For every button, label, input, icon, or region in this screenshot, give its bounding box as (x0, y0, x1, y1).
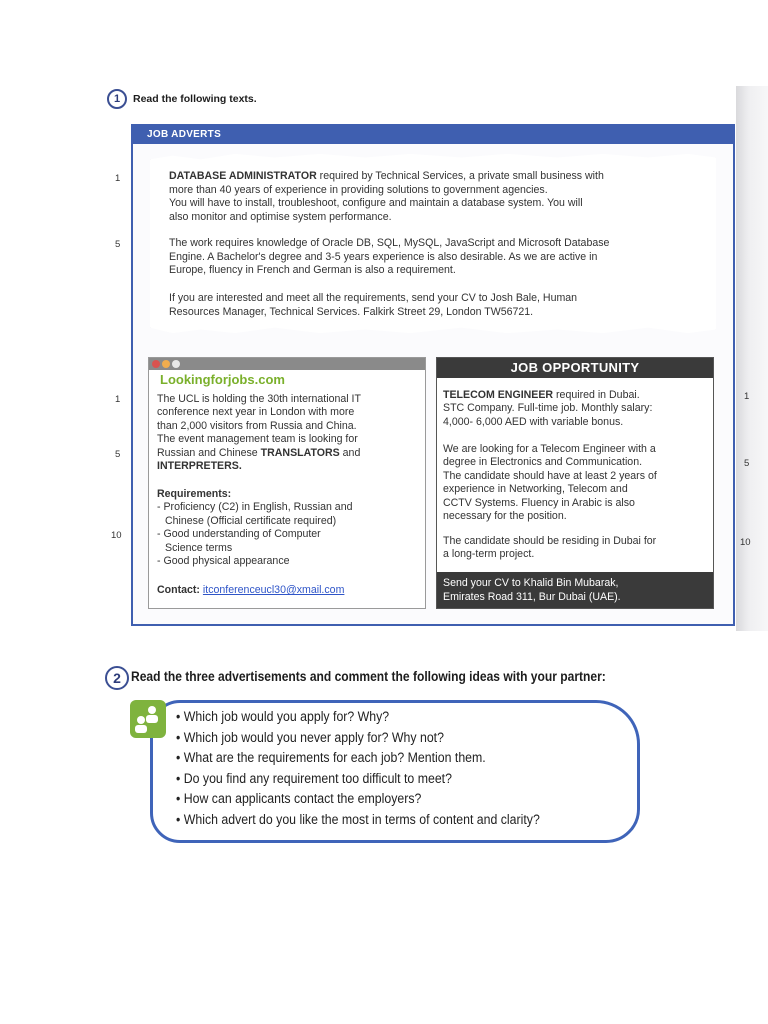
exercise-2-title: Read the three advertisements and comment the following ideas with your partner: (131, 669, 606, 684)
advert-paragraph-2 (169, 237, 709, 278)
browser-title-bar (149, 358, 425, 370)
exercise-1-title: Read the following texts. (133, 93, 257, 105)
contact-email-link[interactable]: itconferenceucl30@xmail.com (202, 584, 345, 596)
line-number: 5 (115, 239, 121, 250)
text-line: If you are interested and meet all the requirements, send your CV to Josh Bale, Human (169, 292, 578, 304)
text-line: The candidate should have at least 2 years of (443, 469, 657, 482)
contact-label: Contact: (157, 584, 200, 596)
text-line: DATABASE ADMINISTRATOR required by Technical Services, a private small business with (169, 170, 604, 182)
question-item: • Which advert do you like the most in terms of content and clarity? (176, 811, 540, 827)
line-number: 1 (115, 173, 121, 184)
text-line: a long-term project. (443, 548, 535, 561)
advert-paragraph-3 (169, 292, 709, 319)
text-line: The work requires knowledge of Oracle DB, SQL, MySQL, JavaScript and Microsoft Database (169, 237, 610, 249)
text-line: also monitor and optimise system performance. (169, 210, 392, 223)
question-item: • Which job would you never apply for? Why not? (176, 729, 444, 745)
site-name: Lookingforjobs.com (160, 372, 285, 387)
telecom-paragraph-3 (443, 535, 707, 562)
page-edge-shadow (736, 86, 768, 631)
text-line: TELECOM ENGINEER required in Dubai. (443, 389, 640, 401)
pair-work-icon-graphic (130, 700, 166, 738)
window-dots-icon (172, 360, 180, 368)
requirement-item: Chinese (Official certificate required) (165, 514, 337, 527)
job-title-database-admin: DATABASE ADMINISTRATOR (169, 170, 317, 182)
text-line: 4,000- 6,000 AED with variable bonus. (443, 415, 624, 428)
requirements-list (157, 488, 419, 568)
text-line: The event management team is looking for (157, 433, 358, 446)
pair-work-icon (130, 700, 166, 738)
job-title-translators: TRANSLATORS (260, 446, 340, 459)
translators-description (157, 393, 419, 473)
requirement-item: - Good understanding of Computer (157, 528, 321, 541)
requirement-item: - Good physical appearance (157, 555, 290, 568)
line-number: 10 (111, 530, 122, 541)
window-dots-icon (162, 360, 170, 368)
telecom-paragraph-1 (443, 389, 707, 429)
telecom-paragraph-2 (443, 443, 707, 523)
text-line: Engine. A Bachelor's degree and 3-5 years experience is also desirable. As we are active in (169, 250, 598, 263)
job-adverts-header-bar (133, 126, 733, 144)
text-line: necessary for the position. (443, 510, 567, 523)
line-number: 1 (115, 394, 121, 405)
telecom-contact-text (443, 576, 707, 604)
exercise-1-number: 1 (107, 89, 127, 109)
text-line: experience in Networking, Telecom and (443, 483, 628, 496)
discussion-questions (176, 707, 540, 831)
text-line: Emirates Road 311, Bur Dubai (UAE). (443, 591, 621, 603)
job-adverts-header: JOB ADVERTS (147, 129, 222, 140)
text-line: than 2,000 visitors from Russia and China. (157, 419, 357, 432)
job-opportunity-header: JOB OPPORTUNITY (437, 358, 713, 378)
text-line: Send your CV to Khalid Bin Mubarak, (443, 577, 619, 589)
text-line: STC Company. Full-time job. Monthly salary: (443, 402, 653, 415)
requirement-item: Science terms (165, 541, 233, 554)
question-item: • What are the requirements for each job? Mention them. (176, 750, 486, 766)
line-number: 5 (115, 449, 121, 460)
text-line: You will have to install, troubleshoot, configure and maintain a database system. You will (169, 197, 583, 210)
text-line: CCTV Systems. Fluency in Arabic is also (443, 496, 635, 509)
job-title-telecom-engineer: TELECOM ENGINEER (443, 389, 554, 401)
question-item: • How can applicants contact the employers? (176, 791, 422, 807)
text-line: Russian and Chinese TRANSLATORS and (157, 446, 361, 459)
exercise-2-number: 2 (105, 666, 129, 690)
requirement-item: - Proficiency (C2) in English, Russian and (157, 501, 353, 514)
text-line: We are looking for a Telecom Engineer with a (443, 443, 656, 455)
line-number: 5 (744, 458, 750, 469)
text-line: conference next year in London with more (157, 406, 355, 419)
text-line: Europe, fluency in French and German is also a requirement. (169, 264, 456, 277)
text-line: The candidate should be residing in Dubai for (443, 535, 657, 547)
text-line: Resources Manager, Technical Services. Falkirk Street 29, London TW56721. (169, 305, 534, 318)
window-dots-icon (152, 360, 160, 368)
contact-line (157, 584, 419, 597)
text-line: INTERPRETERS. (157, 460, 242, 473)
question-item: • Do you find any requirement too difficult to meet? (176, 770, 452, 786)
line-number: 10 (740, 537, 751, 548)
text-line: degree in Electronics and Communication. (443, 456, 643, 469)
line-number: 1 (744, 391, 750, 402)
requirements-title: Requirements: (157, 488, 232, 500)
advert-paragraph-1 (169, 170, 709, 224)
question-item: • Which job would you apply for? Why? (176, 709, 390, 724)
text-line: more than 40 years of experience in providing solutions to government agencies. (169, 183, 548, 196)
telecom-contact-footer (437, 572, 713, 608)
text-line: The UCL is holding the 30th international IT (157, 393, 361, 405)
